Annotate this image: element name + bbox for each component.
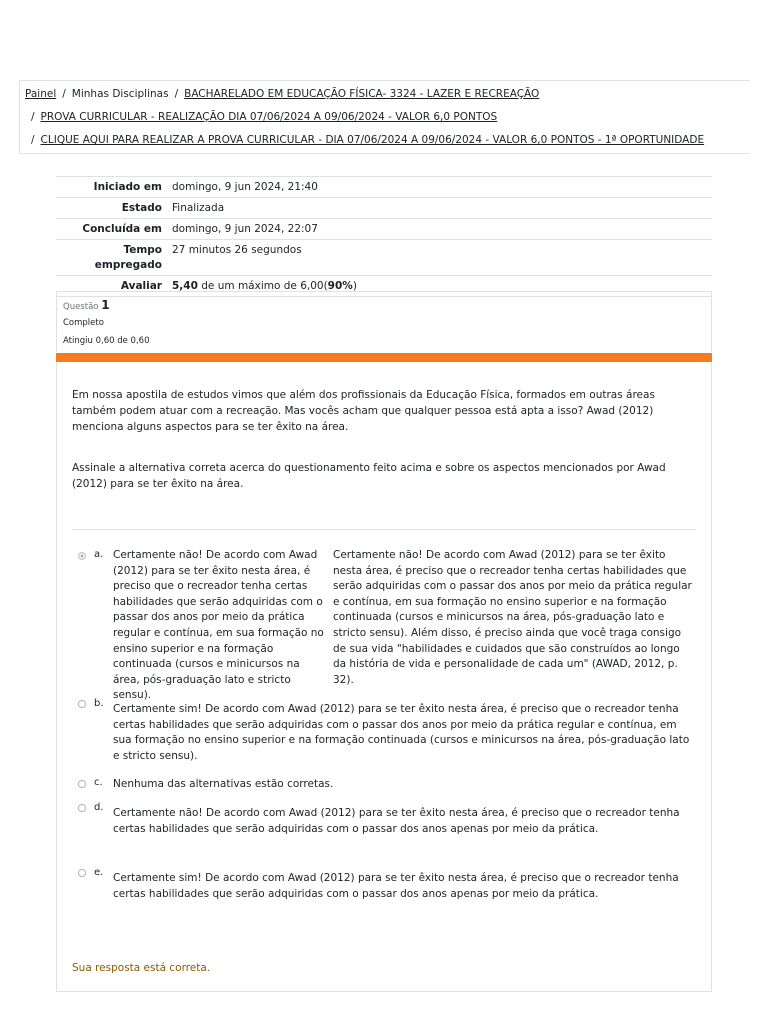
divider [72, 529, 696, 530]
question-accent-bar [56, 353, 712, 362]
option-a-text[interactable]: Certamente não! De acordo com Awad (2012) para se ter êxito nesta área, é preciso que o recreador tenha certas habilidades que serão adquiridas com o passar dos anos por meio da prática regular e contínua, em sua formação no ensino superior e na formação continuada (cursos e minicursos na área, pós-graduação lato e stricto sensu). [113, 549, 324, 702]
question-text-prompt: Assinale a alternativa correta acerca do questionamento feito acima e sobre os aspectos mencionados por Awad (2012) para se ter êxito na área. [72, 462, 666, 490]
grade-close-paren: ) [352, 280, 357, 292]
completed-value: domingo, 9 jun 2024, 22:07 [172, 219, 712, 240]
summary-row-completed [56, 219, 712, 240]
breadcrumb-separator: / [31, 111, 35, 123]
grade-percent: 90% [327, 280, 353, 292]
option-b-text[interactable]: Certamente sim! De acordo com Awad (2012) para se ter êxito nesta área, é preciso que o recreador tenha certas habilidades que serão adquiridas com o passar dos anos por meio da prática regular e contínua, em sua formação no ensino superior e na formação continuada (cursos e minicursos na área, pós-graduação lato e stricto sensu). [113, 703, 690, 762]
option-b-radio[interactable] [78, 700, 86, 708]
breadcrumb-separator: / [174, 88, 179, 100]
breadcrumb-my-courses: Minhas Disciplinas [71, 88, 169, 100]
started-value: domingo, 9 jun 2024, 21:40 [172, 177, 712, 198]
option-d-radio[interactable] [78, 804, 86, 812]
breadcrumb-line-2 [25, 111, 497, 123]
question-number-value: 1 [101, 298, 110, 312]
option-a-letter: a. [94, 549, 104, 560]
option-c-letter: c. [94, 777, 103, 788]
breadcrumb-line-3 [25, 134, 704, 146]
state-label: Estado [56, 198, 172, 219]
option-e-letter: e. [94, 867, 104, 878]
breadcrumb [19, 80, 750, 154]
question-text-intro: Em nossa apostila de estudos vimos que além dos profissionais da Educação Física, formados em outras áreas também podem atuar com a recreação. Mas vocês acham que qualquer pessoa está apta a isso? Awad (2012) menciona alguns aspectos para se ter êxito na área. [72, 389, 655, 433]
grade-label: Avaliar [56, 276, 172, 297]
breadcrumb-home-link[interactable]: Painel [25, 88, 57, 100]
summary-row-started [56, 177, 712, 198]
time-label [56, 240, 172, 276]
question-info-box [56, 291, 712, 353]
breadcrumb-exam-link[interactable]: CLIQUE AQUI PARA REALIZAR A PROVA CURRICULAR - DIA 07/06/2024 A 09/06/2024 - VALOR 6,0 PONTOS - 1ª OPORTUNIDADE [40, 134, 705, 146]
started-label: Iniciado em [56, 177, 172, 198]
option-e-radio[interactable] [78, 869, 86, 877]
time-label-line-2: empregado [94, 259, 162, 271]
grade-score: 5,40 [172, 280, 198, 292]
breadcrumb-course-link[interactable]: BACHARELADO EM EDUCAÇÃO FÍSICA- 3324 - LAZER E RECREAÇÃO [184, 88, 540, 100]
question-number [63, 298, 110, 312]
question-grade: Atingiu 0,60 de 0,60 [63, 336, 150, 346]
summary-row-state [56, 198, 712, 219]
state-value: Finalizada [172, 198, 712, 219]
option-e-text[interactable]: Certamente sim! De acordo com Awad (2012) para se ter êxito nesta área, é preciso que o recreador tenha certas habilidades que serão adquiridas com o passar dos anos apenas por meio da prática. [113, 872, 679, 900]
option-c-text[interactable]: Nenhuma das alternativas estão corretas. [113, 778, 334, 790]
breadcrumb-separator: / [31, 134, 35, 146]
breadcrumb-line-1 [25, 88, 539, 100]
question-state: Completo [63, 318, 104, 328]
option-d-text[interactable]: Certamente não! De acordo com Awad (2012) para se ter êxito nesta área, é preciso que o recreador tenha certas habilidades que serão adquiridas com o passar dos anos apenas por meio da prática. [113, 807, 680, 835]
attempt-summary-table [56, 176, 712, 297]
time-label-line-1: Tempo [123, 244, 162, 256]
option-a-specific-feedback: Certamente não! De acordo com Awad (2012) para se ter êxito nesta área, é preciso que o recreador tenha certas habilidades que serão adquiridas com o passar dos anos por meio da prática regular e contínua, em sua formação no ensino superior e na formação continuada (cursos e minicursos na área, pós-graduação lato e stricto sensu). Além disso, é preciso ainda que você traga consigo de sua vida "habilidades e cuidados que são construídos ao longo da história de vida e personalidade de cada um" (AWAD, 2012, p. 32). [333, 549, 692, 686]
breadcrumb-separator: / [62, 88, 66, 100]
time-value: 27 minutos 26 segundos [172, 240, 712, 276]
option-b-letter: b. [94, 698, 104, 709]
question-label: Questão [63, 302, 99, 312]
summary-row-time [56, 240, 712, 276]
option-c-radio[interactable] [78, 780, 86, 788]
breadcrumb-exam-section-link[interactable]: PROVA CURRICULAR - REALIZAÇÃO DIA 07/06/2024 A 09/06/2024 - VALOR 6,0 PONTOS [40, 111, 498, 123]
feedback-correct: Sua resposta está correta. [72, 962, 211, 974]
grade-max-text: de um máximo de 6,00( [197, 280, 328, 292]
option-d-letter: d. [94, 802, 104, 813]
option-a-radio[interactable] [78, 552, 86, 560]
completed-label: Concluída em [56, 219, 172, 240]
